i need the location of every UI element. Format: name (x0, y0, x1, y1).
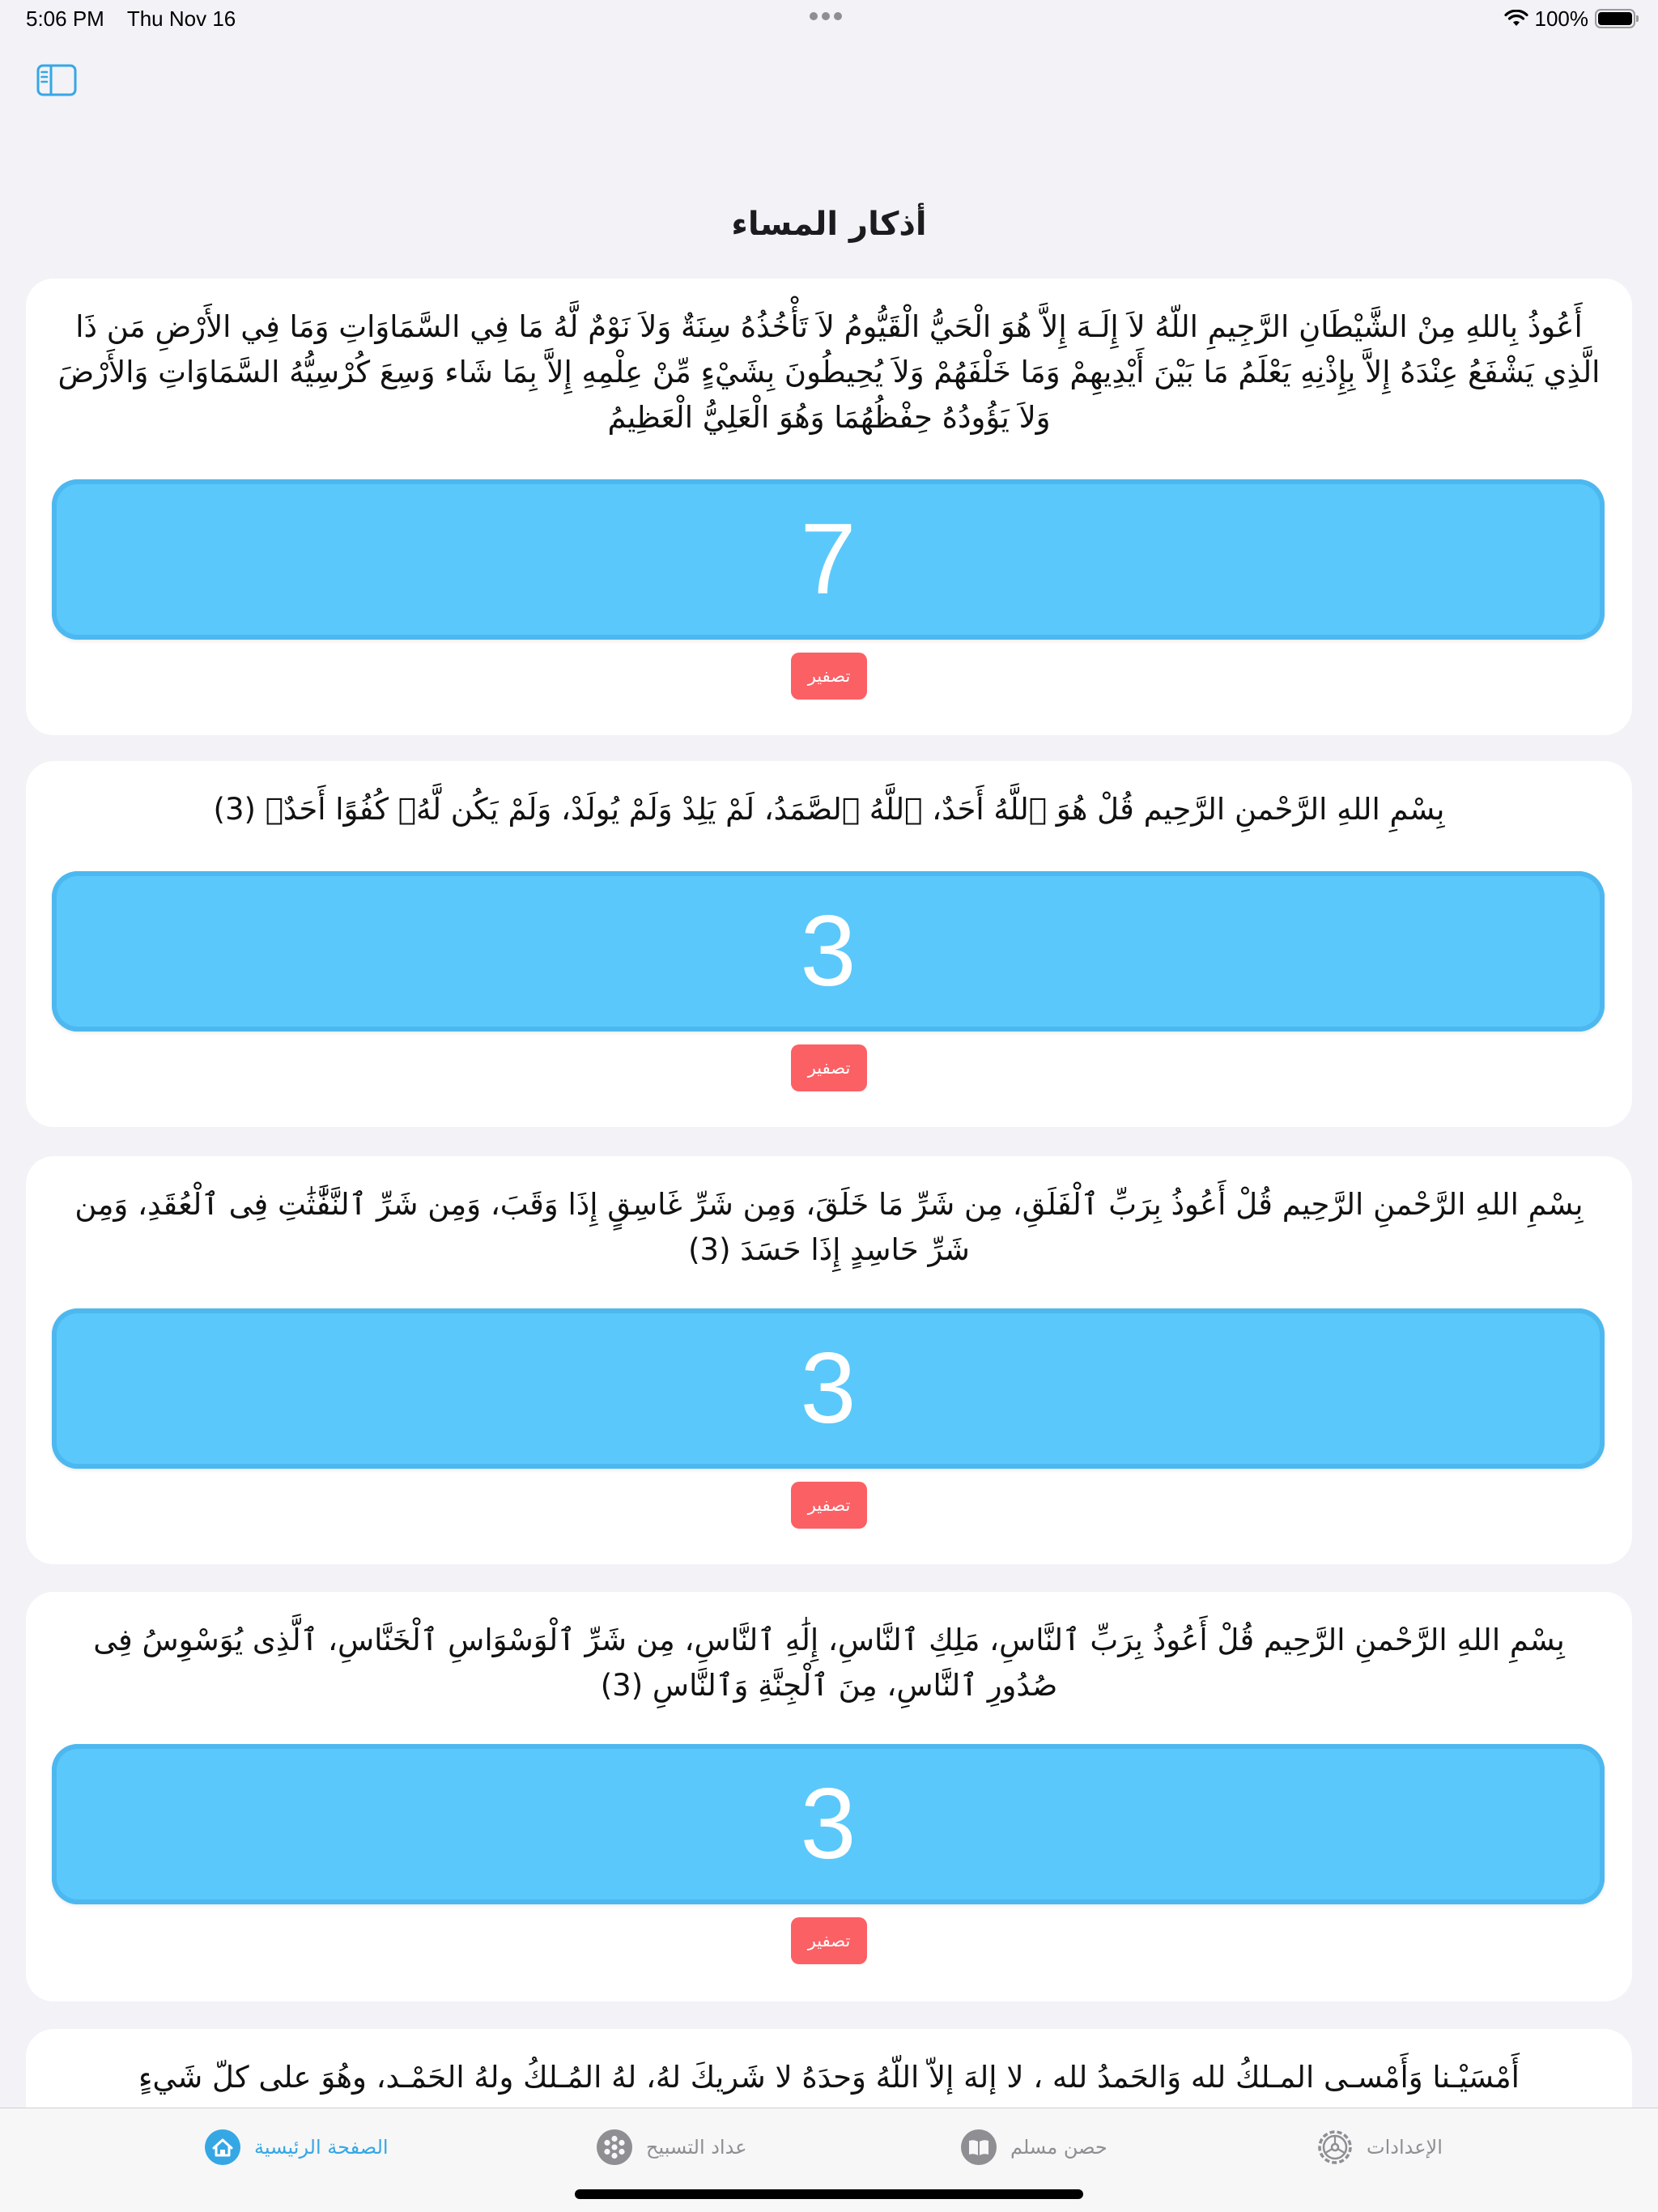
status-time-group (26, 6, 236, 32)
reset-button[interactable]: تصفير (791, 1044, 867, 1091)
dhikr-card (26, 1156, 1632, 1564)
dhikr-text: بِسْمِ اللهِ الرَّحْمنِ الرَّحِيم قُلْ أَعُوذُ بِرَبِّ ٱلْفَلَقِ، مِن شَرِّ مَا خَلَقَ، وَمِن شَرِّ غَاسِقٍ إِذَا وَقَبَ، وَمِن شَرِّ ٱلنَّفَّٰثَٰتِ فِى ٱلْعُقَدِ، وَمِن شَرِّ حَاسِدٍ إِذَا حَسَدَ (3) (74, 1187, 1584, 1267)
dhikr-card (26, 279, 1632, 735)
tab-label: عداد التسبيح (646, 2136, 747, 2159)
home-indicator[interactable] (575, 2189, 1083, 2199)
dhikr-card (26, 1592, 1632, 2001)
counter-button[interactable]: 3 (52, 871, 1605, 1032)
dhikr-card (26, 761, 1632, 1127)
tab-counter[interactable] (596, 2125, 747, 2170)
tab-hisn-muslim[interactable] (960, 2125, 1107, 2170)
battery-icon (1595, 9, 1635, 28)
battery-fill (1598, 12, 1632, 25)
sidebar-toggle-button[interactable] (36, 63, 78, 97)
reset-button[interactable]: تصفير (791, 1482, 867, 1529)
dhikr-text: أَمْسَيْـنا وَأَمْسـى المـلكُ لله وَالحَمدُ لله ، لا إلهَ إلاّ اللّهُ وَحدَهُ لا شَريكَ لهُ، لهُ المُـلكُ ولهُ الحَمْـد، وهُوَ على كلّ شَيءٍ (138, 2060, 1520, 2095)
status-time: 5:06 PM (26, 6, 104, 31)
dhikr-text: بِسْمِ اللهِ الرَّحْمنِ الرَّحِيم قُلْ هُوَ ٱللَّهُ أَحَدٌ، ٱللَّهُ ٱلصَّمَدُ، لَمْ يَلِدْ وَلَمْ يُولَدْ، وَلَمْ يَكُن لَّهُۥ كُفُوًا أَحَدٌۢ (3) (213, 792, 1445, 827)
tab-settings[interactable] (1316, 2125, 1443, 2170)
counter-button[interactable]: 7 (52, 479, 1605, 640)
page-title: أذكار المساء (731, 206, 927, 243)
multitasking-dots-icon[interactable] (810, 8, 848, 28)
wifi-icon (1504, 10, 1528, 28)
tab-home[interactable] (204, 2125, 389, 2170)
sidebar-icon (36, 63, 78, 97)
tab-label: الإعدادات (1367, 2136, 1443, 2159)
book-icon (960, 2129, 997, 2166)
reset-button[interactable]: تصفير (791, 653, 867, 700)
dhikr-text: بِسْمِ اللهِ الرَّحْمنِ الرَّحِيم قُلْ أَعُوذُ بِرَبِّ ٱلنَّاسِ، مَلِكِ ٱلنَّاسِ، إِلَٰهِ ٱلنَّاسِ، مِن شَرِّ ٱلْوَسْوَاسِ ٱلْخَنَّاسِ، ٱلَّذِى يُوَسْوِسُ فِى صُدُورِ ٱلنَّاسِ، مِنَ ٱلْجِنَّةِ وَٱلنَّاسِ (3) (93, 1623, 1565, 1703)
gear-icon (1316, 2129, 1354, 2166)
dhikr-text: أَعُوذُ بِاللهِ مِنْ الشَّيْطَانِ الرَّجِيمِ اللّهُ لاَ إِلَـهَ إِلاَّ هُوَ الْحَيُّ الْقَيُّومُ لاَ تَأْخُذُهُ سِنَةٌ وَلاَ نَوْمٌ لَّهُ مَا فِي السَّمَاوَاتِ وَمَا فِي الأَرْضِ مَن ذَا الَّذِي يَشْفَعُ عِنْدَهُ إِلاَّ بِإِذْنِهِ يَعْلَمُ مَا بَيْنَ أَيْدِيهِمْ وَمَا خَلْفَهُمْ وَلاَ يُحِيطُونَ بِشَيْءٍ مِّنْ عِلْمِهِ إِلاَّ بِمَا شَاء وَسِعَ كُرْسِيُّهُ السَّمَاوَاتِ وَالأَرْضَ وَلاَ يَؤُودُهُ حِفْظُهُمَا وَهُوَ الْعَلِيُّ الْعَظِيمُ (57, 309, 1601, 435)
status-right-group (1504, 5, 1636, 32)
counter-button[interactable]: 3 (52, 1308, 1605, 1469)
reset-button[interactable]: تصفير (791, 1917, 867, 1964)
status-date: Thu Nov 16 (126, 6, 236, 31)
home-icon (204, 2129, 241, 2166)
battery-percent: 100% (1534, 6, 1588, 31)
counter-icon (596, 2129, 633, 2166)
counter-button[interactable]: 3 (52, 1744, 1605, 1904)
tab-label: حصن مسلم (1010, 2136, 1107, 2159)
tab-label: الصفحة الرئيسية (254, 2136, 389, 2159)
status-bar (0, 0, 1658, 39)
